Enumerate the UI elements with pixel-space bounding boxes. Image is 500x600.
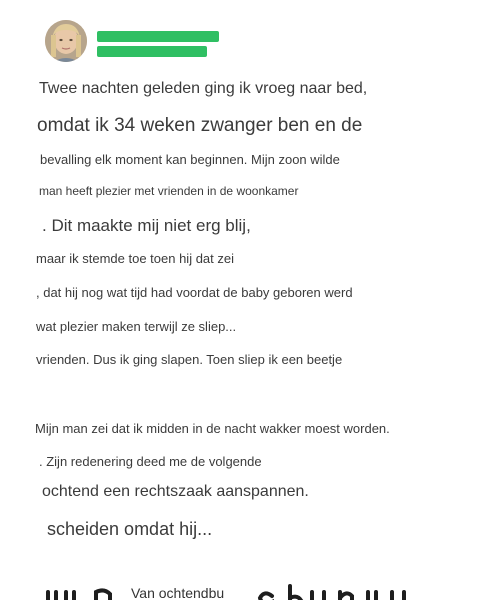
post-text-line: , dat hij nog wat tijd had voordat de baby geboren werd — [36, 285, 353, 300]
redacted-handle — [97, 46, 207, 57]
post-text-line: maar ik stemde toe toen hij dat zei — [36, 251, 234, 266]
post-text-line: Twee nachten geleden ging ik vroeg naar bed, — [39, 80, 368, 97]
avatar-photo — [45, 20, 87, 62]
bottom-caption-label: Van ochtendbu — [128, 585, 227, 600]
avatar[interactable] — [45, 20, 87, 62]
post-text-line: ochtend een rechtszaak aanspannen. — [42, 483, 309, 500]
redacted-username — [97, 31, 219, 42]
cut-off-caption — [40, 578, 420, 600]
post-text-line: vrienden. Dus ik ging slapen. Toen sliep ik een beetje — [36, 352, 343, 367]
post-text-line: scheiden omdat hij... — [47, 519, 213, 539]
post-text-line: man heeft plezier met vrienden in de woonkamer — [39, 184, 299, 198]
post-text-line: . Dit maakte mij niet erg blij, — [42, 216, 251, 235]
cut-off-large-text — [40, 578, 420, 600]
post-text-line: . Zijn redenering deed me de volgende — [39, 454, 262, 469]
cut-off-glyphs — [40, 578, 420, 600]
post-text-line: wat plezier maken terwijl ze sliep... — [36, 319, 237, 334]
post-text-line: omdat ik 34 weken zwanger ben en de — [37, 115, 363, 136]
post-text-line: Mijn man zei dat ik midden in de nacht wakker moest worden. — [35, 421, 390, 436]
post-text-line: bevalling elk moment kan beginnen. Mijn zoon wilde — [40, 152, 340, 167]
